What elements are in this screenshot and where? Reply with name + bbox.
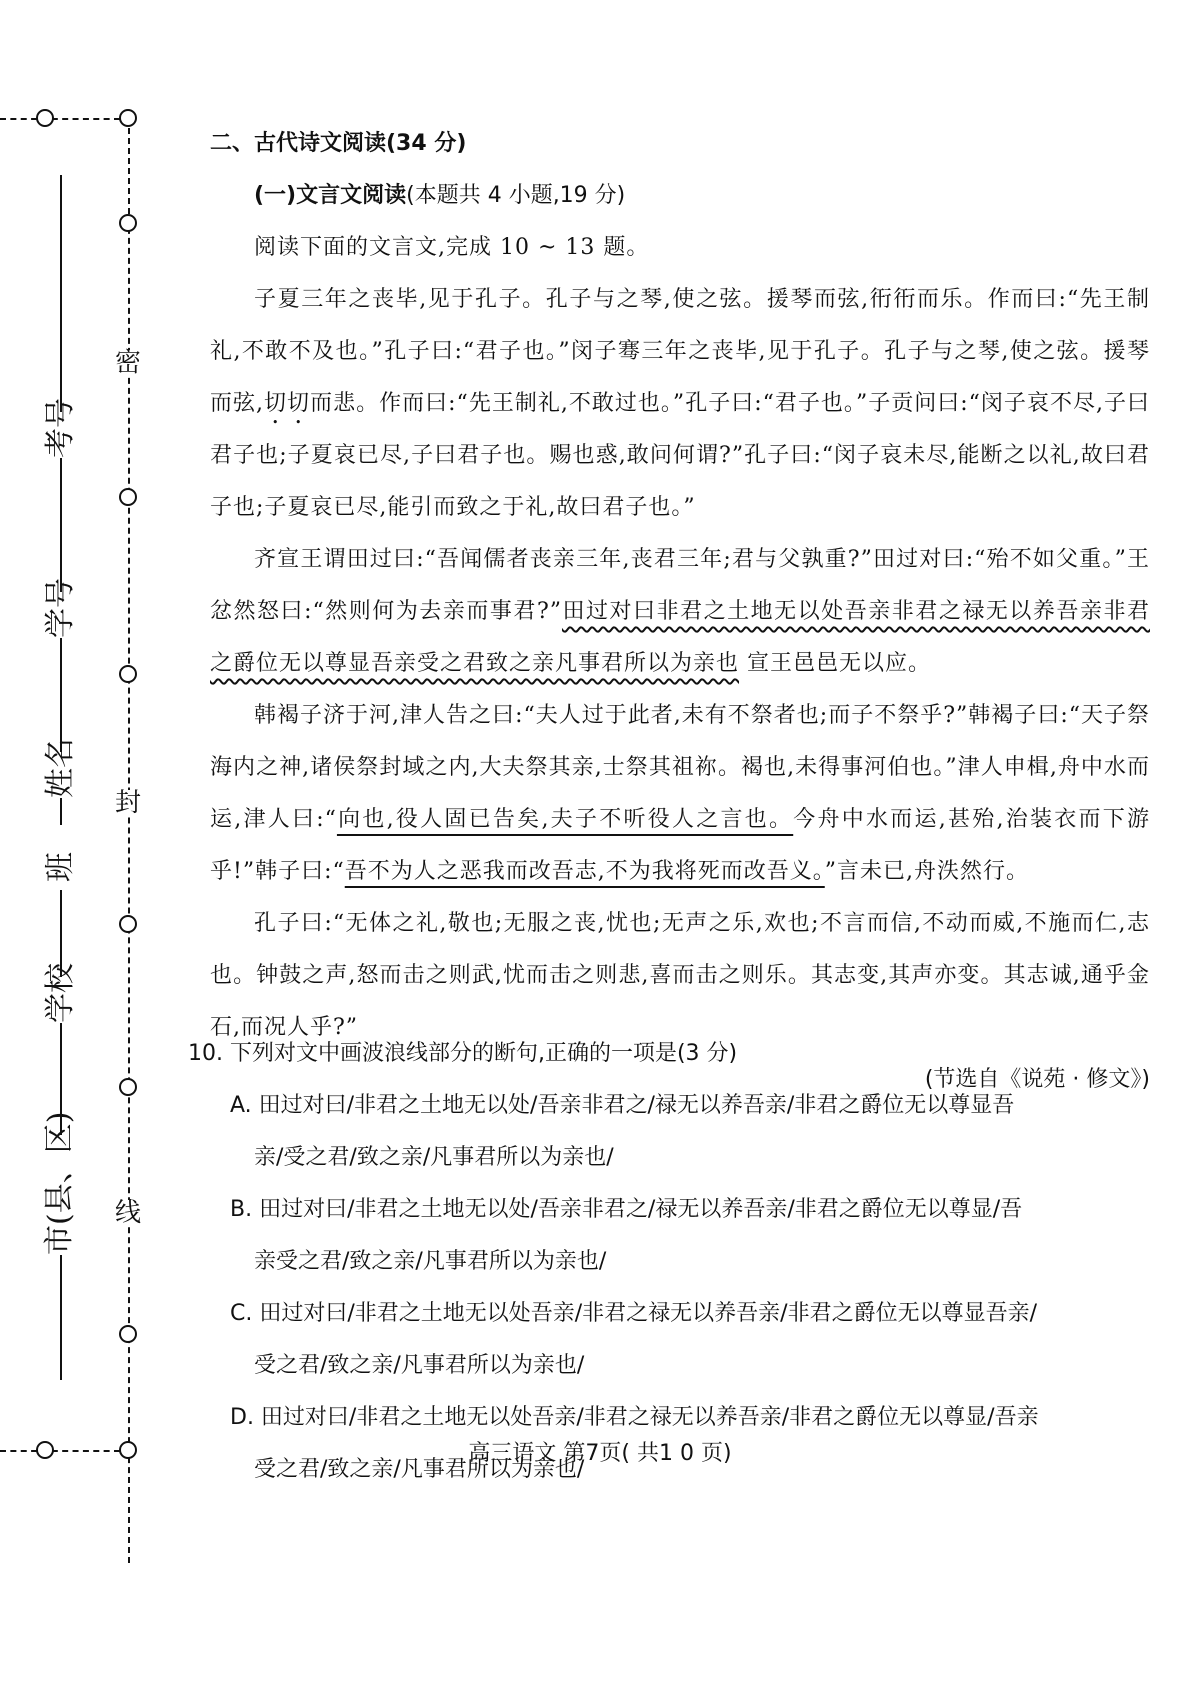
passage-text: 宣王邑邑无以应。 — [739, 651, 932, 676]
section-title: 二、古代诗文阅读(34 分) — [210, 131, 467, 156]
binding-hole-icon — [119, 214, 137, 232]
option-text: A. 田过对曰/非君之土地无以处/吾亲非君之/禄无以养吾亲/非君之爵位无以尊显吾 — [230, 1093, 1015, 1118]
option-text: C. 田过对曰/非君之土地无以处吾亲/非君之禄无以养吾亲/非君之爵位无以尊显吾亲/ — [230, 1301, 1037, 1326]
dotted-word: 切切 — [264, 391, 311, 416]
underlined-sentence-1: 向也,役人固已告矣,夫子不听役人之言也。 — [336, 807, 794, 832]
passage-paragraph-2 — [210, 534, 1150, 690]
passage-source: (节选自《说苑 · 修文》) — [924, 1067, 1150, 1092]
option-text-cont: 受之君/致之亲/凡事君所以为亲也/ — [254, 1353, 585, 1378]
seal-char-feng: 封 — [110, 790, 146, 816]
subsection-title — [210, 170, 1150, 222]
binding-hole-icon — [119, 1078, 137, 1096]
reading-section — [210, 118, 1150, 1106]
field-label-student-number: 学号 — [43, 578, 78, 638]
passage-paragraph-3 — [210, 690, 1150, 898]
option-text-cont: 亲受之君/致之亲/凡事君所以为亲也/ — [254, 1249, 607, 1274]
seal-char-xian: 线 — [110, 1200, 146, 1226]
option-b[interactable] — [188, 1184, 1148, 1288]
binding-hole-icon — [119, 665, 137, 683]
passage-text: ”言未已,舟泆然行。 — [824, 859, 1029, 884]
subsection-label: (一)文言文阅读 — [254, 183, 407, 208]
page-footer: 高三语文 第7页( 共1 0 页) — [468, 1441, 732, 1466]
wavy-underlined-text: 田过对曰非君之土地无以处吾亲非君之禄无以养吾亲非君之爵位无以尊显吾亲受之君致之亲凡事君所以为亲也 — [210, 599, 1150, 676]
binding-hole-icon — [119, 1325, 137, 1343]
passage-text: 今舟中水而运,甚殆,治装衣而下游乎!”韩子曰:“ — [210, 807, 1150, 884]
passage-text: 子夏三年之丧毕,见于孔子。孔子与之琴,使之弦。援琴而弦,衎衎而乐。作而曰:“先王制礼,不敢不及也。”孔子曰:“君子也。”闵子骞三年之丧毕,见于孔子。孔子与之琴,使之弦。援琴而弦, — [210, 287, 1150, 416]
instruction: 阅读下面的文言文,完成 10 ~ 13 题。 — [254, 235, 650, 260]
binding-hole-icon — [36, 109, 54, 127]
dashed-line-top — [0, 118, 120, 120]
passage-text: 而悲。作而曰:“先王制礼,不敢过也。”孔子曰:“君子也。”子贡问曰:“闵子哀不尽,子曰君子也;子夏哀已尽,子曰君子也。赐也惑,敢问何谓?”孔子曰:“闵子哀未尽,能断之以礼,故曰君子也;子夏哀已尽,能引而致之于礼,故曰君子也。” — [210, 391, 1150, 520]
passage-text: 韩褐子济于河,津人告之曰:“夫人过于此者,未有不祭者也;而子不祭乎?”韩褐子曰:“天子祭海内之神,诸侯祭封域之内,大夫祭其亲,士祭其祖祢。褐也,未得事河伯也。”津人申楫,舟中水而运,津人曰:“ — [210, 703, 1150, 832]
option-a[interactable] — [188, 1080, 1148, 1184]
field-label-exam-number: 考号 — [43, 398, 78, 458]
field-blank-line — [60, 175, 62, 825]
passage-paragraph-4: 孔子曰:“无体之礼,敬也;无服之丧,忧也;无声之乐,欢也;不言而信,不动而威,不施而仁,志也。钟鼓之声,怒而击之则武,忧而击之则悲,喜而击之则乐。其志变,其声亦变。其志诚,通乎金石,而况人乎?” — [210, 911, 1150, 1040]
option-text: B. 田过对曰/非君之土地无以处/吾亲非君之/禄无以养吾亲/非君之爵位无以尊显/吾 — [230, 1197, 1023, 1222]
option-text-cont: 亲/受之君/致之亲/凡事君所以为亲也/ — [254, 1145, 614, 1170]
subsection-note: (本题共 4 小题,19 分) — [406, 183, 626, 208]
binding-hole-icon — [119, 915, 137, 933]
question-10 — [188, 1028, 1148, 1496]
option-c[interactable] — [188, 1288, 1148, 1392]
underlined-sentence-2: 吾不为人之恶我而改吾志,不为我将死而改吾义。 — [344, 859, 825, 884]
seal-char-mi: 密 — [110, 350, 146, 376]
question-stem: 10. 下列对文中画波浪线部分的断句,正确的一项是(3 分) — [188, 1041, 738, 1066]
option-text: D. 田过对曰/非君之土地无以处吾亲/非君之禄无以养吾亲/非君之爵位无以尊显/吾亲 — [230, 1405, 1039, 1430]
passage-text: 齐宣王谓田过曰:“吾闻儒者丧亲三年,丧君三年;君与父孰重?”田过对曰:“殆不如父重。”王忿然怒曰:“然则何为去亲而事君?” — [210, 547, 1150, 624]
binding-hole-icon — [119, 109, 137, 127]
passage-paragraph-1 — [210, 274, 1150, 534]
field-label-name: 姓名 — [43, 738, 78, 798]
option-text-cont: 受之君/致之亲/凡事君所以为亲也/ — [254, 1457, 585, 1482]
field-label-city-county: 市(县、区) — [42, 1111, 77, 1255]
field-label-school: 学校 — [43, 963, 78, 1023]
binding-hole-icon — [119, 488, 137, 506]
field-label-class: 班 — [46, 844, 76, 890]
dashed-binding-line — [128, 118, 130, 1563]
